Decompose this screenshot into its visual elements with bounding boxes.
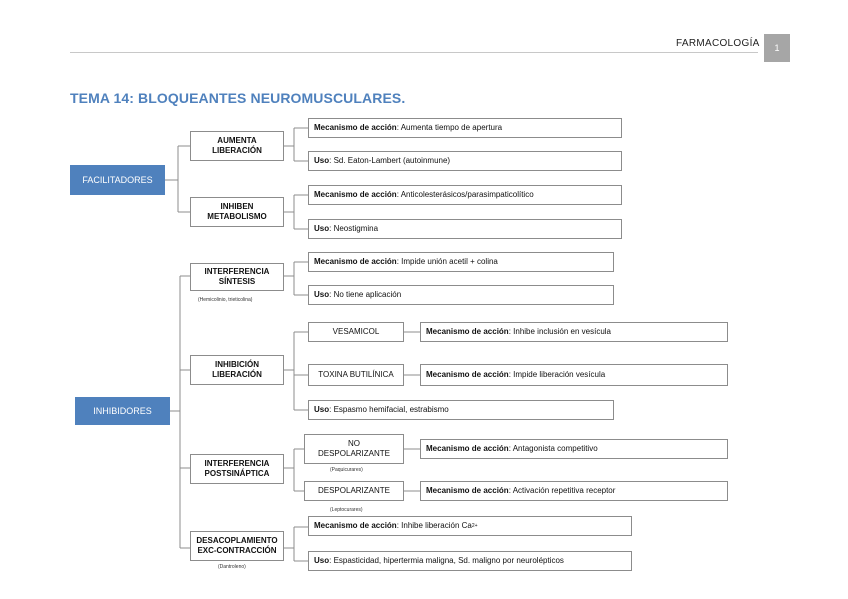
mecanismo-value: : Inhibe liberación Ca [396,521,472,530]
uso-key: Uso [314,224,330,233]
page-title: TEMA 14: BLOQUEANTES NEUROMUSCULARES. [70,90,406,106]
uso-value: : Sd. Eaton-Lambert (autoinmune) [329,156,451,165]
mecanismo-value: : Aumenta tiempo de apertura [396,123,503,132]
sintesis-label-1: INTERFERENCIA [204,267,270,276]
postsinaptica-label-1: INTERFERENCIA [204,459,270,468]
page-number-badge: 1 [764,34,790,62]
inhiben-mecanismo-box [308,185,622,205]
mecanismo-key: Mecanismo de acción [314,521,397,530]
mecanismo-key: Mecanismo de acción [426,327,509,336]
desacoplamiento-mecanismo-box [308,516,632,536]
sintesis-label-2: SÍNTESIS [218,277,256,286]
inhibicion-liberacion-box [190,355,284,385]
aumenta-mecanismo-box [308,118,622,138]
desacoplamiento-label-1: DESACOPLAMIENTO [196,536,278,545]
mecanismo-value: : Anticolesterásicos/parasimpaticolítico [396,190,534,199]
mecanismo-key: Mecanismo de acción [314,257,397,266]
vesamicol-box: VESAMICOL [308,322,404,342]
uso-value: : Espasticidad, hipertermia maligna, Sd. maligno por neurolépticos [329,556,564,565]
inhiben-label-2: METABOLISMO [207,212,267,221]
uso-value: : Espasmo hemifacial, estrabismo [329,405,449,414]
desacoplamiento-note: (Dantroleno) [218,564,246,570]
despol-note: (Leptocurares) [330,507,363,513]
despolarizante-box: DESPOLARIZANTE [304,481,404,501]
desacoplamiento-label-2: EXC-CONTRACCIÓN [197,546,277,555]
no-despol-note: (Paquicurares) [330,467,363,473]
mecanismo-key: Mecanismo de acción [426,444,509,453]
interferencia-sintesis-box [190,263,284,291]
uso-key: Uso [314,290,330,299]
mecanismo-value: : Impide unión acetil + colina [396,257,498,266]
toxina-mecanismo-box [420,364,728,386]
header-section-title: FARMACOLOGÍA [676,38,760,49]
postsinaptica-label-2: POSTSINÁPTICA [204,469,270,478]
desacoplamiento-box [190,531,284,561]
mecanismo-value: : Inhibe inclusión en vesícula [508,327,611,336]
uso-key: Uso [314,156,330,165]
mecanismo-key: Mecanismo de acción [314,190,397,199]
mecanismo-value: : Impide liberación vesícula [508,370,606,379]
inhiben-metabolismo-box [190,197,284,227]
interferencia-postsinaptica-box [190,454,284,484]
aumenta-label-2: LIBERACIÓN [212,146,262,155]
mecanismo-value: : Activación repetitiva receptor [508,486,616,495]
liberacion-uso-box [308,400,614,420]
no-despolarizante-box [304,434,404,464]
uso-value: : Neostigmina [329,224,379,233]
mecanismo-key: Mecanismo de acción [426,486,509,495]
no-despol-mecanismo-box [420,439,728,459]
sintesis-mecanismo-box [308,252,614,272]
mecanismo-value: : Antagonista competitivo [508,444,598,453]
no-despol-label-2: DESPOLARIZANTE [317,449,390,458]
mecanismo-key: Mecanismo de acción [314,123,397,132]
uso-key: Uso [314,405,330,414]
vesamicol-mecanismo-box [420,322,728,342]
aumenta-uso-box [308,151,622,171]
facilitadores-box: FACILITADORES [70,165,165,195]
toxina-butilinica-box: TOXINA BUTILÍNICA [308,364,404,386]
mecanismo-key: Mecanismo de acción [426,370,509,379]
uso-value: : No tiene aplicación [329,290,402,299]
no-despol-label-1: NO [348,439,360,448]
sintesis-uso-box [308,285,614,305]
desacoplamiento-uso-box [308,551,632,571]
liberacion-label-1: INHIBICIÓN [215,360,259,369]
aumenta-liberacion-box [190,131,284,161]
calcium-superscript: 2+ [471,523,478,529]
inhiben-uso-box [308,219,622,239]
aumenta-label-1: AUMENTA [217,136,257,145]
despol-mecanismo-box [420,481,728,501]
inhibidores-box: INHIBIDORES [75,397,170,425]
inhiben-label-1: INHIBEN [220,202,254,211]
uso-key: Uso [314,556,330,565]
liberacion-label-2: LIBERACIÓN [212,370,262,379]
sintesis-note: (Hemicolinio, trieticolina) [198,297,253,303]
